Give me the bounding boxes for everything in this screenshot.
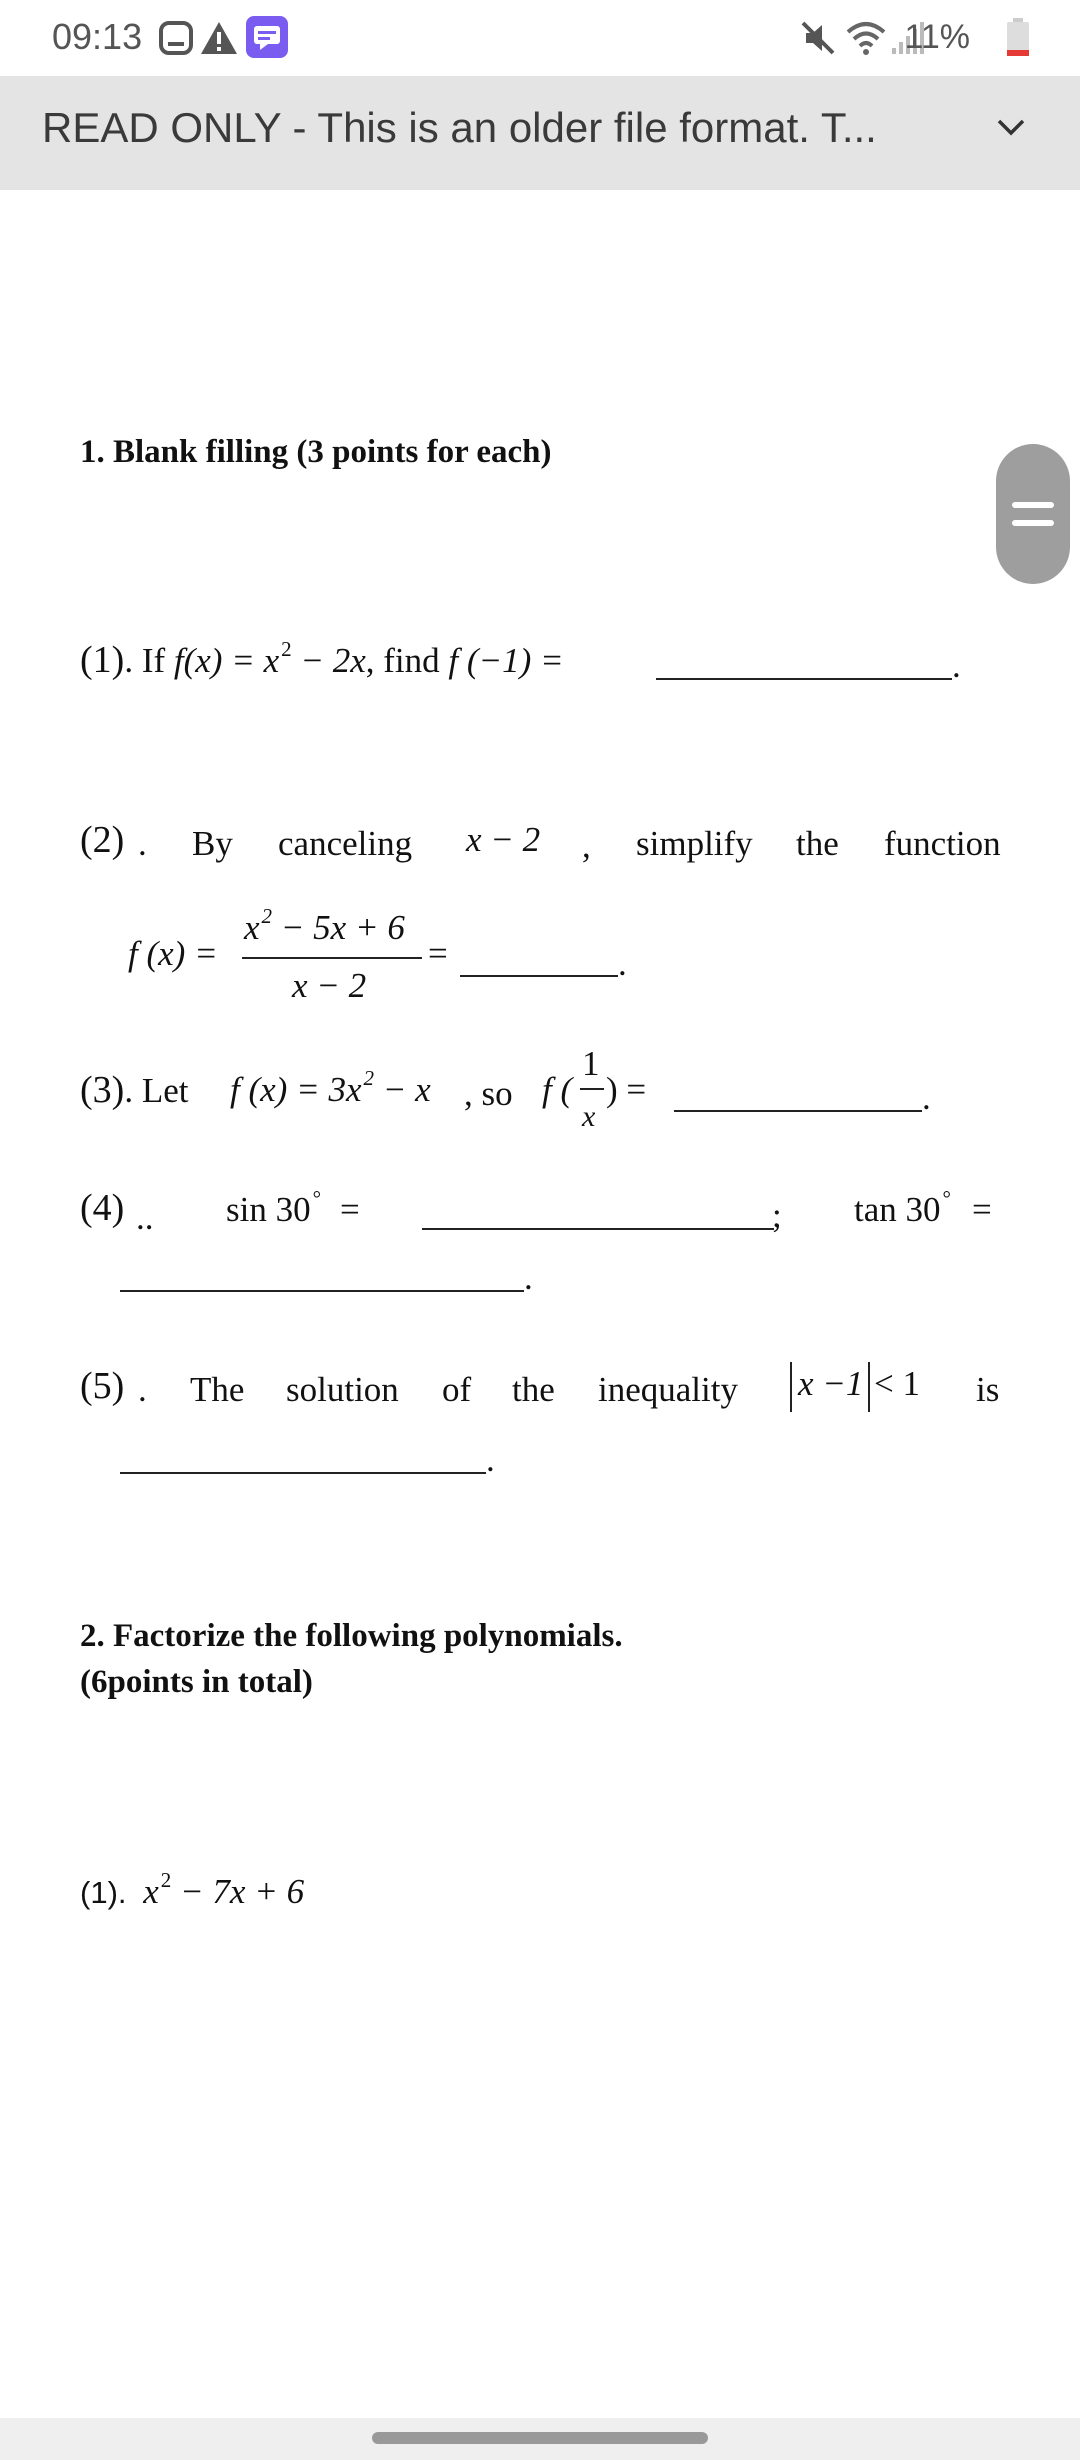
q5-word-the-2: the — [512, 1370, 555, 1409]
q5-word-is: is — [976, 1370, 1000, 1409]
q3-lhs: f (x) = 3x — [230, 1070, 362, 1109]
q2-word-by: By — [192, 824, 233, 863]
question-number: (3) — [80, 1069, 125, 1111]
section-heading: 1. Blank filling (3 points for each) — [80, 434, 552, 470]
abs-bar-left — [790, 1362, 792, 1412]
q1-period: . — [952, 646, 961, 685]
q2-equals: = — [428, 934, 448, 973]
q3-expression — [230, 1066, 431, 1110]
read-only-banner[interactable] — [0, 76, 1080, 190]
question-1 — [80, 638, 564, 682]
fraction-bar — [580, 1088, 604, 1090]
fraction-bar — [242, 957, 422, 959]
q5-word-solution: solution — [286, 1370, 399, 1409]
question-number: (4) — [80, 1187, 125, 1229]
q3-text-a: . Let — [124, 1071, 189, 1110]
chevron-down-icon[interactable] — [996, 116, 1026, 140]
home-gesture-pill[interactable] — [372, 2432, 708, 2444]
q1-text-a: . If — [124, 641, 166, 680]
question-number: (5) — [80, 1365, 125, 1407]
q4-dots: .. — [136, 1198, 154, 1237]
p1-a: x — [143, 1872, 159, 1911]
q5-dot: . — [138, 1370, 147, 1409]
q2-f-lhs: f (x) = — [128, 934, 218, 973]
q2-denominator: x − 2 — [292, 966, 367, 1005]
banner-message: READ ONLY - This is an older file format. T... — [42, 104, 877, 151]
p1-exponent: 2 — [160, 1868, 172, 1892]
answer-blank-q2[interactable] — [460, 975, 618, 977]
q2-word-canceling: canceling — [278, 824, 413, 863]
q1-lhs: (x) = x — [183, 641, 280, 680]
answer-blank-q4-sin[interactable] — [422, 1228, 774, 1230]
q2-num-exponent: 2 — [261, 904, 273, 928]
q2-period: . — [618, 944, 627, 983]
answer-blank-q4-tan[interactable] — [120, 1290, 524, 1292]
q1-f: f — [173, 641, 184, 680]
screen-icon — [158, 20, 194, 56]
q4-tan — [854, 1186, 951, 1230]
q4-period: . — [524, 1258, 533, 1297]
mute-icon — [800, 20, 836, 56]
q3-period: . — [922, 1078, 931, 1117]
status-time: 09:13 — [52, 16, 143, 57]
section-heading: 2. Factorize the following polynomials. — [80, 1618, 623, 1654]
answer-blank-q3[interactable] — [674, 1110, 922, 1112]
q3-frac-denominator: x — [582, 1100, 596, 1133]
question-3 — [80, 1068, 188, 1112]
answer-blank-q5[interactable] — [120, 1472, 486, 1474]
q4-tan-text: tan 30 — [854, 1190, 941, 1229]
q2-num-a: x — [244, 908, 260, 947]
q4-sin-text: sin 30 — [226, 1190, 311, 1229]
q1-text-b: , find — [365, 641, 440, 680]
document-page — [0, 190, 1080, 2418]
q4-equals-2: = — [972, 1190, 992, 1229]
q3-text-b: , so — [464, 1074, 513, 1113]
q5-period: . — [486, 1440, 495, 1479]
q4-degree: ° — [312, 1186, 322, 1210]
question-number: (2) — [80, 819, 125, 861]
p1-b: − 7x + 6 — [171, 1872, 305, 1911]
battery-percentage: 11% — [904, 18, 970, 56]
battery-icon — [1006, 18, 1030, 58]
q4-sin — [226, 1186, 322, 1230]
q2-word-function: function — [884, 824, 1001, 863]
q2-num-b: − 5x + 6 — [272, 908, 405, 947]
q2-expression: x − 2 — [466, 820, 541, 859]
q2-word-simplify: simplify — [636, 824, 753, 863]
q2-dot: . — [138, 824, 147, 863]
q5-less-than: < 1 — [874, 1364, 920, 1403]
q3-frac-numerator: 1 — [582, 1044, 600, 1083]
answer-blank-q1[interactable] — [656, 678, 952, 680]
abs-bar-right — [868, 1362, 870, 1412]
q4-degree-2: ° — [942, 1186, 951, 1210]
q5-abs-expression: x −1 — [798, 1364, 864, 1403]
warning-icon — [200, 20, 238, 56]
q5-word-inequality: inequality — [598, 1370, 738, 1409]
q4-semicolon: ; — [772, 1196, 782, 1235]
q5-word-the: The — [190, 1370, 245, 1409]
q3-exponent: 2 — [363, 1066, 374, 1090]
q1-rhs: − 2x — [291, 641, 366, 680]
section-subheading: (6points in total) — [80, 1664, 313, 1700]
q1-exponent: 2 — [281, 637, 292, 661]
problem-number: (1). — [80, 1875, 127, 1910]
q4-equals-1: = — [340, 1190, 360, 1229]
factor-problem-1 — [80, 1868, 305, 1912]
wifi-icon — [846, 20, 886, 56]
q2-word-the: the — [796, 824, 839, 863]
q2-comma: , — [582, 826, 591, 865]
status-bar — [0, 0, 1080, 76]
q3-f2-end: ) = — [606, 1070, 647, 1109]
scroll-handle[interactable] — [996, 444, 1070, 584]
question-number: (1) — [80, 639, 125, 681]
q2-numerator — [244, 904, 405, 948]
chat-app-icon — [246, 16, 288, 58]
q1-eval: f (−1) = — [448, 641, 564, 680]
q3-rhs: − x — [373, 1070, 431, 1109]
q3-f2: f ( — [542, 1070, 573, 1109]
q5-word-of: of — [442, 1370, 472, 1409]
